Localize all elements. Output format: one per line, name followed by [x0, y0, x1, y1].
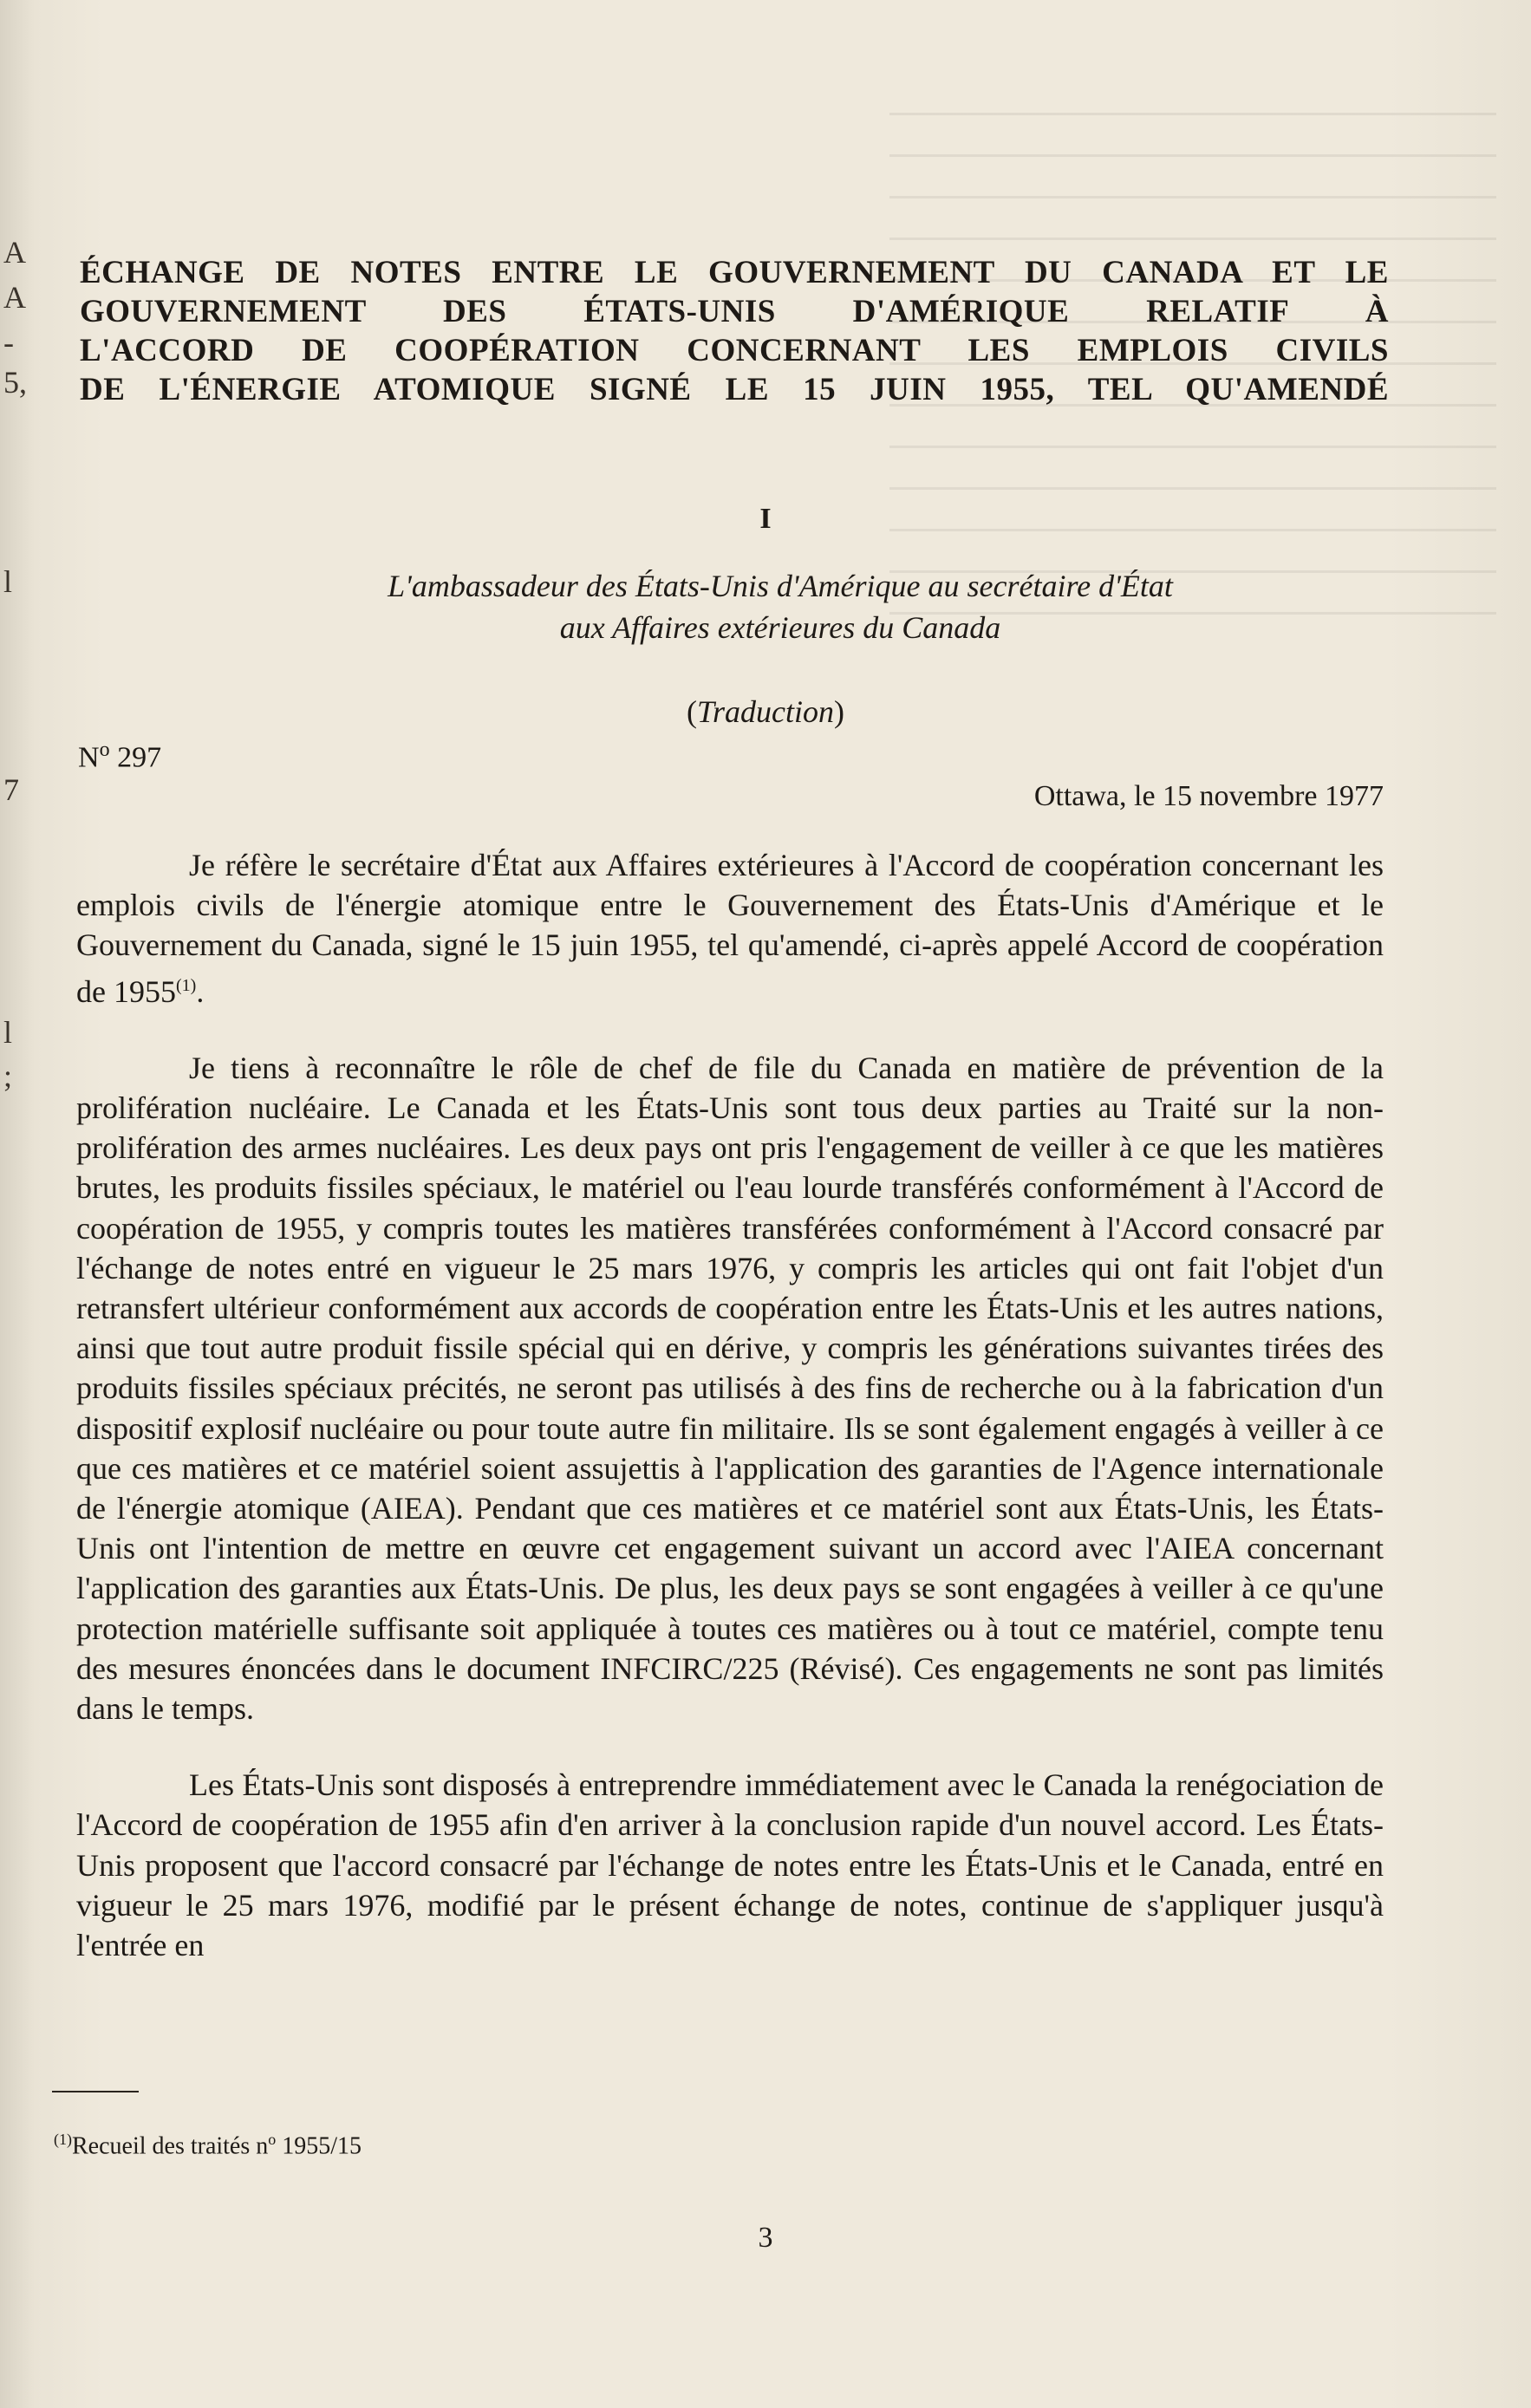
gutter-mark: A — [3, 235, 26, 270]
paragraph: Les États-Unis sont disposés à entreprendre immédiatement avec le Canada la renégociation de l'Accord de coopération de 1955 afin d'en arriver à la conclusion rapide d'un nouvel accord. Les États-Unis proposent que l'accord consacré par l'échange de notes entre les États-Unis et le Canada, entré en vigueur le 25 mars 1976, modifié par le présent échange de notes, continue de s'appliquer jusqu'à l'entrée en — [76, 1767, 1384, 1963]
page-number: 3 — [758, 2222, 773, 2254]
gutter-mark: 7 — [3, 772, 19, 807]
paragraph-end: . — [196, 973, 205, 1009]
footnote-divider — [52, 2091, 139, 2092]
note-number-prefix: N — [78, 741, 100, 774]
note-number — [78, 739, 161, 774]
title-line: DE L'ÉNERGIE ATOMIQUE SIGNÉ LE 15 JUIN 1955, TEL QU'AMENDÉ — [80, 372, 1389, 407]
title-line: GOUVERNEMENT DES ÉTATS-UNIS D'AMÉRIQUE RELATIF À — [80, 294, 1389, 329]
gutter-mark: l — [3, 1015, 13, 1050]
letter-body — [76, 845, 1384, 2001]
gutter-mark: - — [3, 325, 14, 360]
gutter-mark: l — [3, 564, 13, 599]
paragraph-text: Je réfère le secrétaire d'État aux Affaires extérieures à l'Accord de coopération concernant les emplois civils de l'énergie atomique entre le Gouvernement des États-Unis d'Amérique et le Gouvernement du Canada, signé le 15 juin 1955, tel qu'amendé, ci-après appelé Accord de coopération de 1955 — [76, 848, 1384, 1009]
footnote-marker: (1) — [54, 2131, 72, 2148]
note-number-superscript: o — [99, 739, 110, 761]
document-title — [80, 253, 1389, 409]
paren-close: ) — [834, 694, 845, 729]
footnote — [54, 2131, 362, 2160]
sender-recipient — [130, 565, 1430, 648]
title-line: L'ACCORD DE COOPÉRATION CONCERNANT LES EMPLOIS CIVILS — [80, 333, 1389, 368]
footnote-reference: (1) — [175, 975, 197, 995]
footnote-superscript: o — [268, 2131, 277, 2148]
sender-recipient-line: L'ambassadeur des États-Unis d'Amérique au secrétaire d'État — [388, 569, 1173, 603]
gutter-mark: A — [3, 280, 26, 315]
translation-word: Traduction — [696, 694, 835, 729]
paren-open: ( — [686, 694, 697, 729]
translation-label — [0, 693, 1531, 730]
title-line: ÉCHANGE DE NOTES ENTRE LE GOUVERNEMENT DU CANADA ET LE — [80, 255, 1389, 290]
gutter-mark: ; — [3, 1058, 13, 1093]
footnote-text: Recueil des traités n — [72, 2132, 269, 2160]
gutter-mark: 5, — [3, 365, 27, 400]
place-and-date: Ottawa, le 15 novembre 1977 — [1033, 780, 1384, 812]
footnote-number: 1955/15 — [276, 2132, 362, 2160]
paragraph — [76, 845, 1384, 1012]
paragraph: Je tiens à reconnaître le rôle de chef de file du Canada en matière de prévention de la prolifération nucléaire. Le Canada et les États-Unis sont tous deux parties au Traité sur la non-prolifération des armes nucléaires. Les deux pays ont pris l'engagement de veiller à ce que les matières brutes, les produits fissiles spéciaux, le matériel ou l'eau lourde transférés conformément à l'Accord de coopération de 1955, y compris toutes les matières transférées conformément à l'Accord consacré par l'échange de notes entré en vigueur le 25 mars 1976, y compris les articles qui ont fait l'objet d'un retransfert ultérieur conformément aux accords de coopération entre les États-Unis et les autres nations, ainsi que tout autre produit fissile spécial qui en dérive, y compris les générations suivantes tirées des produits fissiles spéciaux précités, ne seront pas utilisés à des fins de recherche ou à la fabrication d'un dispositif explosif nucléaire ou pour toute autre fin militaire. Ils se sont également engagés à veiller à ce que ces matières et ce matériel soient assujettis à l'application des garanties de l'Agence internationale de l'énergie atomique (AIEA). Pendant que ces matières et ce matériel sont aux États-Unis, les États-Unis ont l'intention de mettre en œuvre cet engagement suivant un accord avec l'AIEA concernant l'application des garanties aux États-Unis. De plus, les deux pays se sont engagées à veiller à ce qu'une protection matérielle suffisante soit appliquée à toutes ces matières ou à tout ce matériel, compte tenu des mesures énoncées dans le document INFCIRC/225 (Révisé). Ces engagements ne sont pas limités dans le temps. — [76, 1050, 1384, 1727]
sender-recipient-line: aux Affaires extérieures du Canada — [559, 610, 1001, 645]
section-number: I — [759, 503, 772, 535]
note-number-value: 297 — [117, 741, 162, 774]
